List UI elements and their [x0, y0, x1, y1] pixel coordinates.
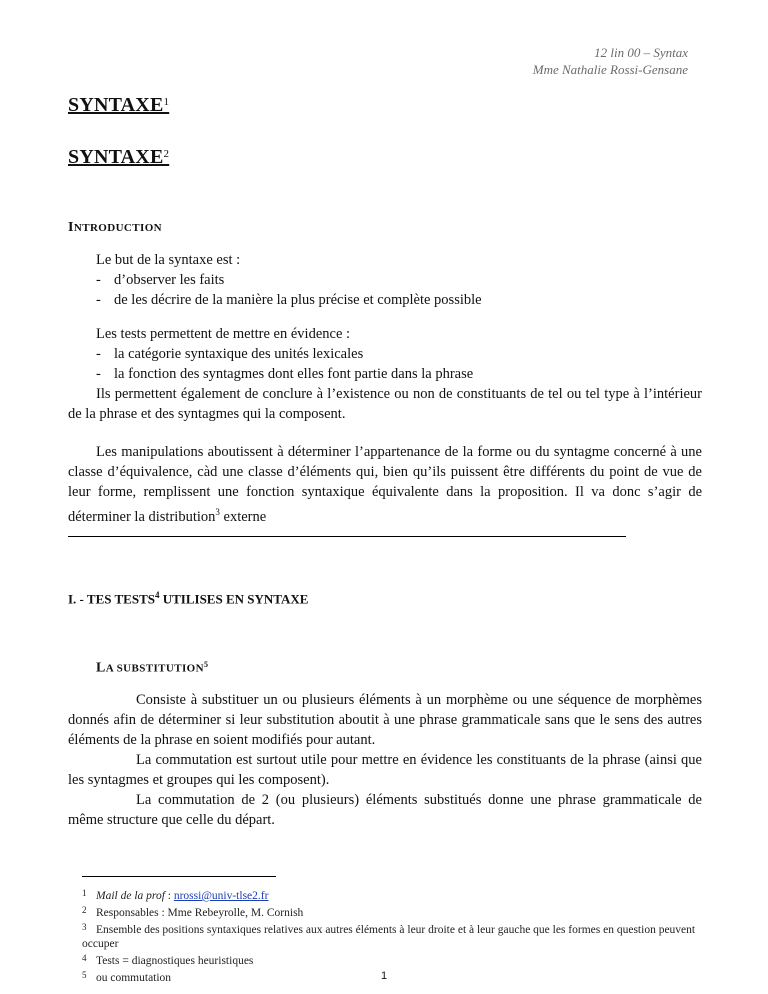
- tests-lead: Les tests permettent de mettre en évidence :: [96, 326, 351, 342]
- title-text: SYNTAXE: [68, 146, 164, 168]
- running-header: [533, 44, 688, 78]
- footnote-mark[interactable]: 2: [163, 148, 170, 161]
- intro-heading: INTRODUCTION: [68, 220, 162, 235]
- footnote-rule: [82, 876, 276, 877]
- section-heading: I. - TES TESTS$^4$ UTILISES EN SYNTAXE: [68, 590, 309, 607]
- footnote-mark[interactable]: 5: [203, 660, 209, 669]
- goals-block: [96, 250, 706, 310]
- list-item: - la fonction des syntagmes dont elles font partie dans la phrase: [96, 366, 474, 382]
- list-item: - de les décrire de la manière la plus précise et complète possible: [96, 292, 482, 308]
- substitution-paragraph-3: La commutation de 2 (ou plusieurs) éléments substitués donne une phrase grammaticale de même structure que celle du départ.: [68, 792, 702, 828]
- footnote-5: 5 ou commutation: [82, 970, 172, 984]
- footnote-1: 1 Mail de la prof : nrossi@univ-tlse2.fr: [82, 888, 269, 902]
- manipulations-paragraph: Les manipulations aboutissent à déterminer l’appartenance de la forme ou du syntagme concerné à une classe d’équivalence, càd une classe d’éléments qui, bien qu’ils puissent être différents du point de vue de leur forme, remplissent une fonction syntaxique équivalente dans la proposition. Il va donc s’agir de déterminer la distribution$^3$ externe: [68, 444, 702, 525]
- footnote-2: 2 Responsables : Mme Rebeyrolle, M. Cornish: [82, 905, 304, 919]
- footnote-4: 4 Tests = diagnostiques heuristiques: [82, 953, 254, 967]
- goals-lead: Le but de la syntaxe est :: [96, 252, 241, 268]
- footnote-mark[interactable]: 4: [154, 590, 160, 600]
- tests-block: [96, 324, 706, 384]
- footnote-mark[interactable]: 1: [163, 96, 170, 109]
- list-item: - d’observer les faits: [96, 272, 225, 288]
- page-number: 1: [380, 970, 388, 982]
- header-author: Mme Nathalie Rossi-Gensane: [532, 62, 688, 77]
- title-text: SYNTAXE: [68, 94, 164, 116]
- title-syntaxe-2: [68, 146, 169, 169]
- email-link[interactable]: nrossi@univ-tlse2.fr: [173, 890, 269, 902]
- separator-line: [68, 536, 626, 537]
- substitution-heading: LA SUBSTITUTION$^5$: [96, 660, 209, 676]
- title-syntaxe-1: [68, 94, 169, 117]
- tests-paragraph: Ils permettent également de conclure à l’existence ou non de constituants de tel ou tel type à l’intérieur de la phrase et des syntagmes qui la composent.: [68, 386, 702, 422]
- footnote-3: 3 Ensemble des positions syntaxiques relatives aux autres éléments à leur droite et à leur gauche que les formes en question peuvent occuper: [82, 922, 696, 950]
- header-course: 12 lin 00 – Syntax: [594, 45, 688, 60]
- footnote-mark[interactable]: 3: [215, 507, 220, 517]
- substitution-paragraph-1: Consiste à substituer un ou plusieurs éléments à un morphème ou une séquence de morphèmes donnés afin de déterminer si leur substitution aboutit à une phrase grammaticale sans que le sens des autres éléments de la phrase en soient modifiés pour autant.: [68, 692, 702, 748]
- list-item: - la catégorie syntaxique des unités lexicales: [96, 346, 364, 362]
- substitution-paragraph-2: La commutation est surtout utile pour mettre en évidence les constituants de la phrase (ainsi que les syntagmes et groupes qui les composent).: [68, 752, 702, 788]
